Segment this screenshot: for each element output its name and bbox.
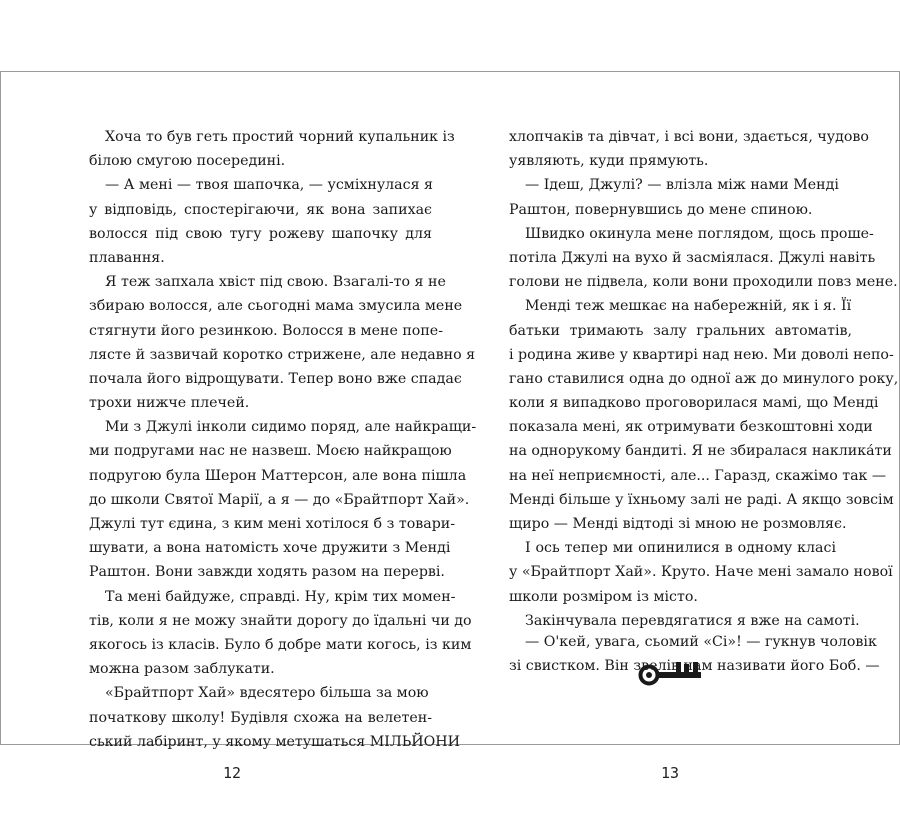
text-line: якогось із класів. Було б добре мати когось, із ким (89, 636, 472, 653)
text-line: показала мені, як отримувати безкоштовні ходи (509, 419, 873, 436)
text-line: І ось тепер ми опинилися в одному класі (525, 540, 836, 557)
text-line: — Ідеш, Джулі? — влізла між нами Менді (525, 177, 839, 194)
text-line: ський лабіринт, у якому метушаться МІЛЬЙОНИ (89, 733, 461, 750)
text-line: Раштон, повернувшись до мене спиною. (509, 201, 813, 218)
text-line: Я теж запхала хвіст під свою. Взагалі-то я не (105, 274, 446, 291)
text-line: коли я випадково проговорилася мамі, що Менді (509, 395, 879, 412)
left-page-text (89, 125, 477, 754)
text-line: батьки тримають залу гральних автоматів, (509, 322, 852, 339)
text-line: плавання. (89, 249, 165, 266)
text-line: у «Брайтпорт Хай». Круто. Наче мені замало нової (509, 564, 893, 581)
text-line: шувати, а вона натомість хоче дружити з Менді (89, 540, 451, 557)
text-line: Раштон. Вони завжди ходять разом на перерві. (89, 564, 445, 581)
text-line: подругою була Шерон Маттерсон, але вона пішла (89, 467, 467, 484)
text-line: «Брайтпорт Хай» вдесятеро більша за мою (105, 685, 429, 702)
text-line: Хоча то був геть простий чорний купальник із (105, 129, 455, 145)
text-line: Швидко окинула мене поглядом, щось проше- (525, 225, 874, 242)
page-number-right: 13 (661, 764, 680, 782)
text-line: Ми з Джулі інколи сидимо поряд, але найкращи- (105, 419, 477, 436)
text-line: і родина живе у квартирі над нею. Ми доволі непо- (509, 346, 894, 363)
text-line: на однорукому бандиті. Я не збиралася наклика́ти (509, 443, 892, 460)
text-line: до школи Святої Марії, а я — до «Брайтпорт Хай». (89, 491, 470, 508)
right-page-text-after-break (509, 630, 880, 678)
text-line: лясте й зазвичай коротко стрижене, але недавно я (89, 346, 476, 363)
text-line: ми подругами нас не назвеш. Моєю найкращою (89, 443, 452, 460)
right-page-text (509, 125, 899, 633)
text-line: школи розміром із місто. (509, 588, 698, 605)
text-line: Менді більше у їхньому залі не раді. А якщо зовсім (509, 491, 894, 508)
text-line: почала його відрощувати. Тепер воно вже спадає (89, 370, 462, 387)
text-line: трохи нижче плечей. (89, 395, 250, 412)
text-line: Джулі тут єдина, з ким мені хотілося б з товари- (89, 516, 456, 532)
text-line: на неї неприємності, але... Гаразд, скажімо так — (509, 467, 887, 484)
text-line: у відповідь, спостерігаючи, як вона запихає (89, 201, 432, 218)
text-line: Та мені байдуже, справді. Ну, крім тих момен- (105, 588, 456, 605)
text-line: зі свистком. Він звелів нам називати його Боб. — (509, 658, 880, 675)
text-line: потіла Джулі на вухо й засміялася. Джулі навіть (509, 249, 876, 266)
text-line: можна разом заблукати. (89, 661, 275, 678)
text-line: Закінчувала перевдягатися я вже на самоті. (525, 612, 860, 629)
text-line: збираю волосся, але сьогодні мама змусила мене (89, 298, 463, 315)
text-line: початкову школу! Будівля схожа на велетен- (89, 709, 432, 726)
text-line: тів, коли я не можу знайти дорогу до їдальні чи до (89, 612, 472, 629)
text-line: гано ставилися одна до одної аж до минулого року, (509, 370, 899, 387)
text-line: білою смугою посередині. (89, 153, 286, 170)
text-line: уявляють, куди прямують. (509, 153, 709, 170)
text-line: Менді теж мешкає на набережній, як і я. Її (525, 298, 852, 315)
text-line: стягнути його резинкою. Волосся в мене попе- (89, 322, 443, 339)
text-line: — О'кей, увага, сьомий «Сі»! — гукнув чоловік (525, 634, 877, 650)
text-line: хлопчаків та дівчат, і всі вони, здається, чудово (509, 129, 869, 145)
text-line: — А мені — твоя шапочка, — усміхнулася я (105, 177, 433, 194)
text-line: волосся під свою тугу рожеву шапочку для (89, 225, 432, 242)
page-number-left: 12 (223, 764, 242, 782)
book-spread (0, 71, 900, 782)
text-line: голови не підвела, коли вони проходили повз мене. (509, 274, 898, 291)
text-line: щиро — Менді відтоді зі мною не розмовляє. (509, 516, 847, 532)
